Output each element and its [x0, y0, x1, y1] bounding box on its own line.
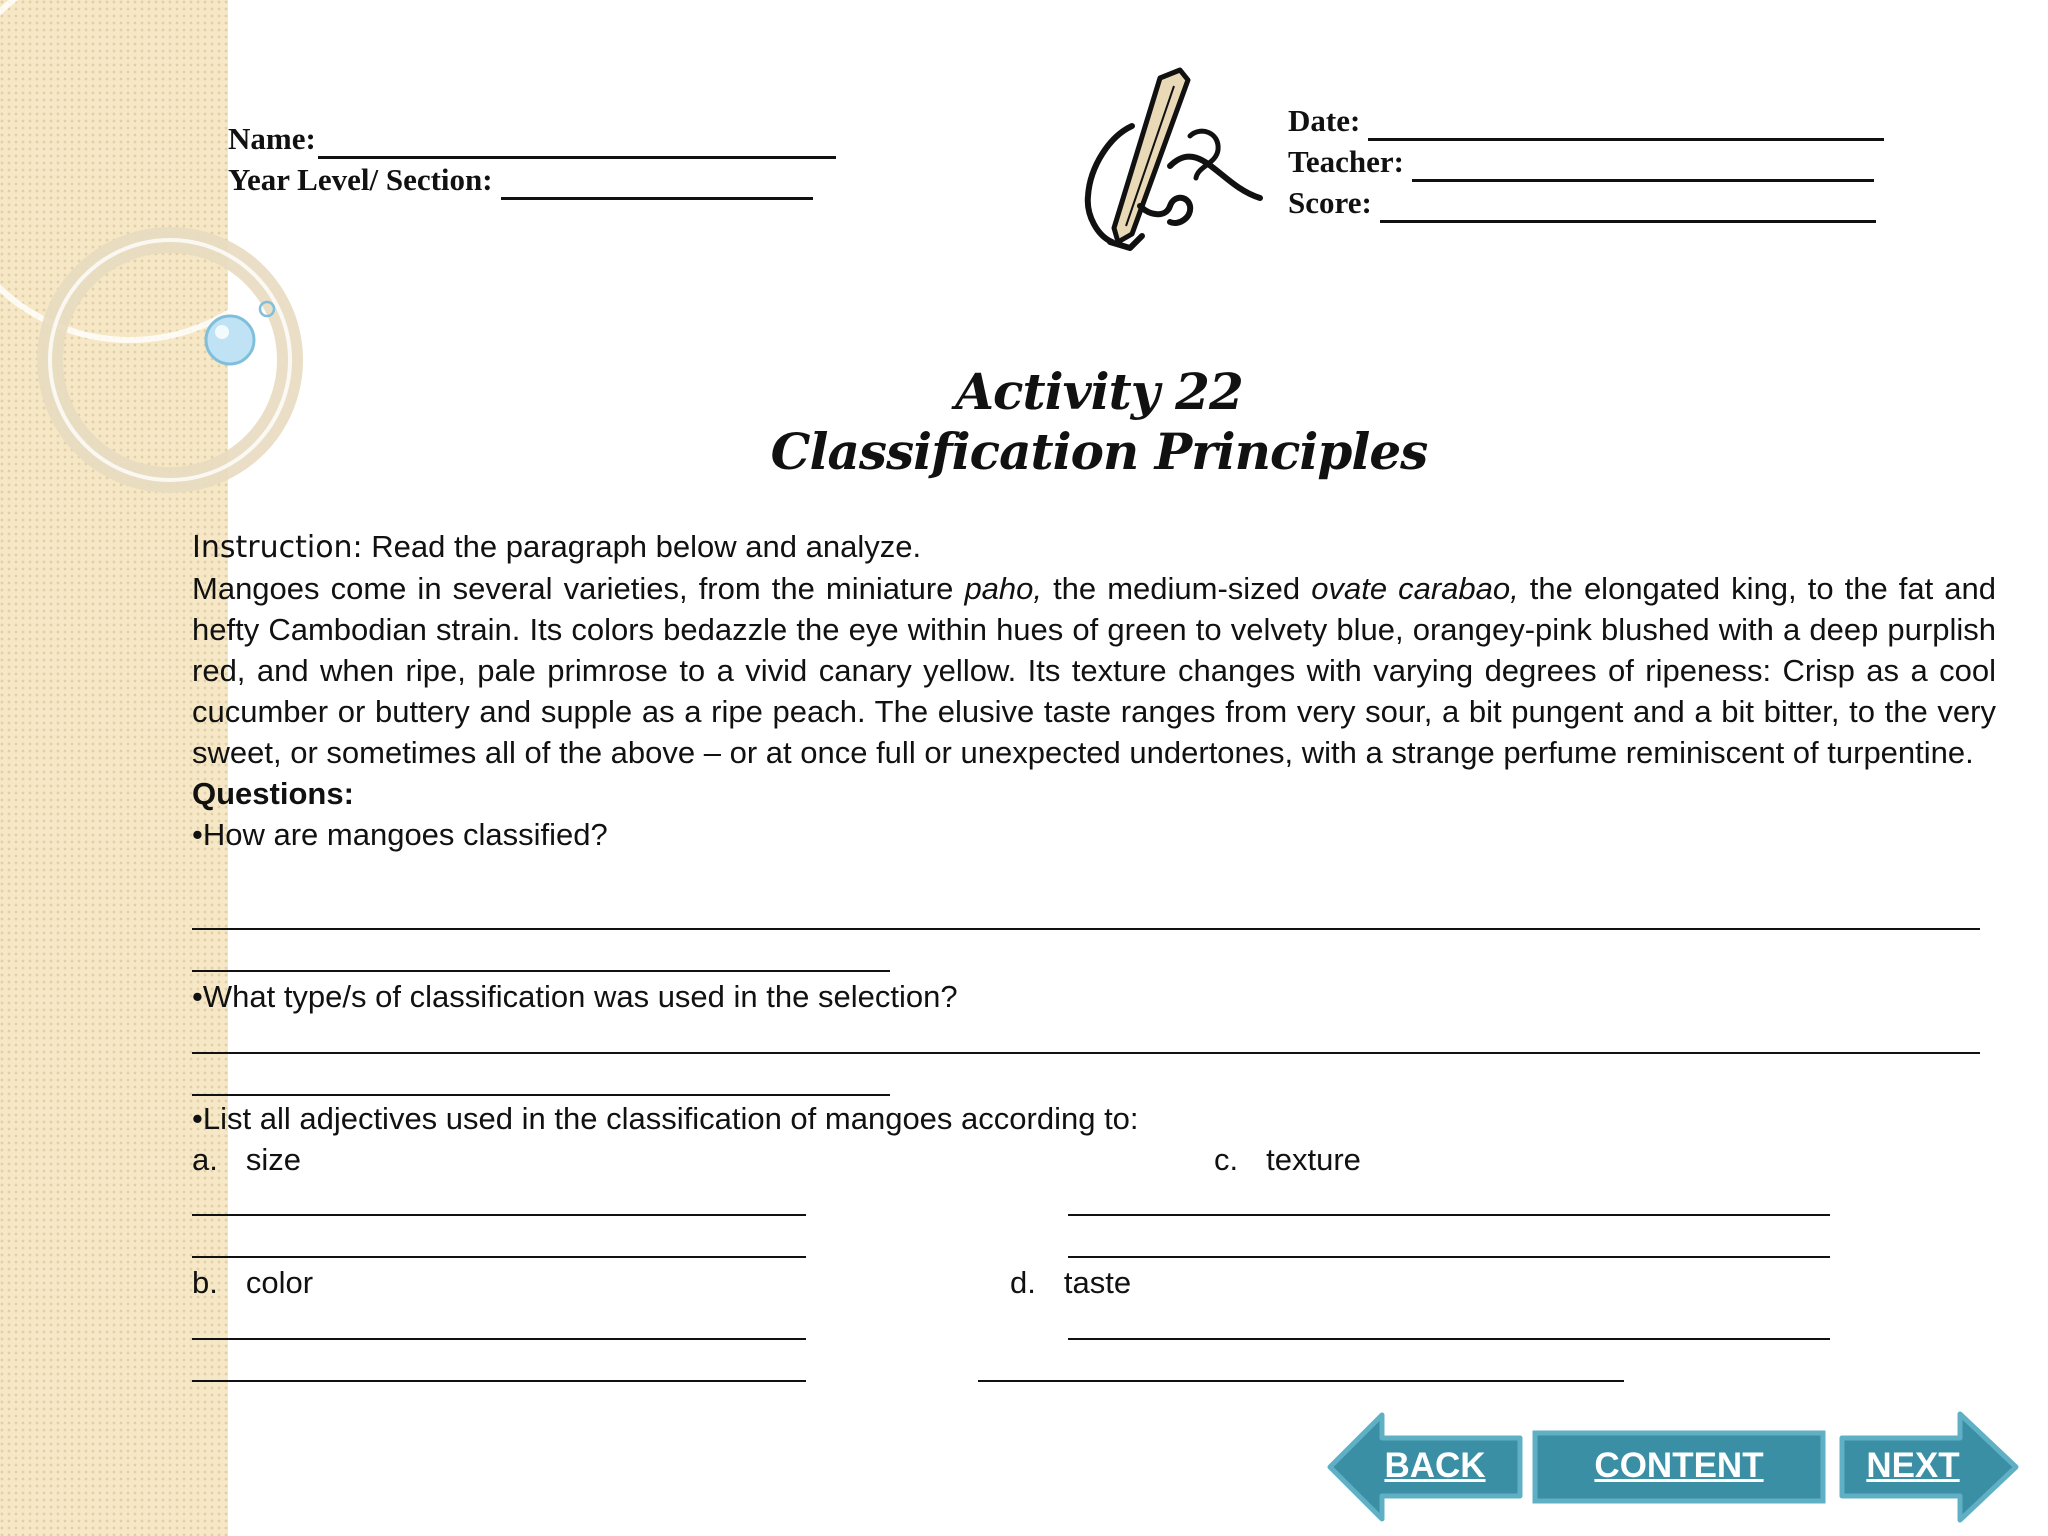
activity-subtitle: Classification Principles — [770, 422, 1428, 481]
category-d-label: taste — [1063, 1265, 1132, 1300]
answer-line-texture-1[interactable] — [1068, 1214, 1830, 1216]
date-label: Date: — [1288, 103, 1361, 138]
year-section-field[interactable] — [501, 169, 813, 200]
question-3: •List all adjectives used in the classification of mangoes according to: — [192, 1101, 1139, 1136]
teacher-label: Teacher: — [1288, 144, 1404, 179]
answer-line-taste-1[interactable] — [1068, 1338, 1830, 1340]
paragraph-text-1: Mangoes come in several varieties, from the miniature — [192, 571, 965, 606]
next-label: NEXT — [1866, 1446, 1960, 1485]
instruction-text: Read the paragraph below and analyze. — [362, 529, 922, 564]
answer-line-q1-a[interactable] — [192, 928, 1980, 930]
content-button[interactable] — [1532, 1430, 1826, 1504]
next-button[interactable] — [1838, 1410, 2020, 1524]
content-label: CONTENT — [1594, 1446, 1764, 1485]
name-field[interactable] — [318, 128, 836, 159]
answer-line-q2-a[interactable] — [192, 1052, 1980, 1054]
paragraph-text-2: the medium-sized — [1042, 571, 1312, 606]
answer-line-color-1[interactable] — [192, 1338, 806, 1340]
answer-line-q1-b[interactable] — [192, 970, 890, 972]
category-b-marker: b. — [192, 1265, 218, 1300]
paragraph-italic-paho: paho, — [964, 571, 1043, 606]
answer-line-q2-b[interactable] — [192, 1094, 890, 1096]
date-field[interactable] — [1368, 110, 1884, 141]
category-a-marker: a. — [192, 1142, 218, 1177]
paragraph-text-3: the elongated king, to the fat and hefty Cambodian strain. Its colors bedazzle the eye within hues of green to velvety blue, orangey-pink blushed with a deep purplish red, and when ripe, pale primrose to a vivid canary yellow. Its texture changes with varying degrees of ripeness: Crisp as a cool cucumber or buttery and supple as a ripe peach. The elusive taste ranges from very sour, a bit pungent and a bit bitter, to the very sweet, or sometimes all of the above – or at once full or unexpected undertones, with a strange perfume reminiscent of turpentine. — [192, 571, 1996, 770]
activity-title: Activity 22 — [955, 362, 1243, 421]
answer-line-color-2[interactable] — [192, 1380, 806, 1382]
category-texture — [1214, 1139, 1361, 1180]
instruction-label: Instruction: — [192, 530, 363, 565]
back-label: BACK — [1384, 1446, 1486, 1485]
questions-heading: Questions: — [192, 776, 354, 811]
header-left — [228, 118, 836, 200]
category-b-label: color — [245, 1265, 314, 1300]
score-label: Score: — [1288, 185, 1372, 220]
header-right — [1288, 100, 1884, 223]
paragraph-italic-carabao: ovate carabao, — [1311, 571, 1519, 606]
year-section-label: Year Level/ Section: — [228, 162, 493, 197]
back-button[interactable] — [1326, 1412, 1524, 1522]
category-color — [192, 1262, 313, 1303]
category-taste — [1010, 1262, 1131, 1303]
category-size — [192, 1139, 301, 1180]
answer-line-size-2[interactable] — [192, 1256, 806, 1258]
answer-line-texture-2[interactable] — [1068, 1256, 1830, 1258]
category-a-label: size — [245, 1142, 301, 1177]
score-field[interactable] — [1380, 192, 1876, 223]
question-1: •How are mangoes classified? — [192, 817, 608, 852]
answer-line-taste-2[interactable] — [978, 1380, 1624, 1382]
category-c-label: texture — [1266, 1142, 1361, 1177]
category-d-marker: d. — [1010, 1265, 1036, 1300]
category-c-marker: c. — [1214, 1142, 1239, 1177]
reading-paragraph — [192, 568, 1996, 773]
question-2: •What type/s of classification was used in the selection? — [192, 979, 958, 1014]
main-content — [192, 526, 1996, 855]
name-label: Name: — [228, 121, 316, 156]
instruction — [192, 526, 1996, 568]
writing-hand-icon — [1070, 66, 1290, 256]
answer-line-size-1[interactable] — [192, 1214, 806, 1216]
teacher-field[interactable] — [1412, 151, 1874, 182]
